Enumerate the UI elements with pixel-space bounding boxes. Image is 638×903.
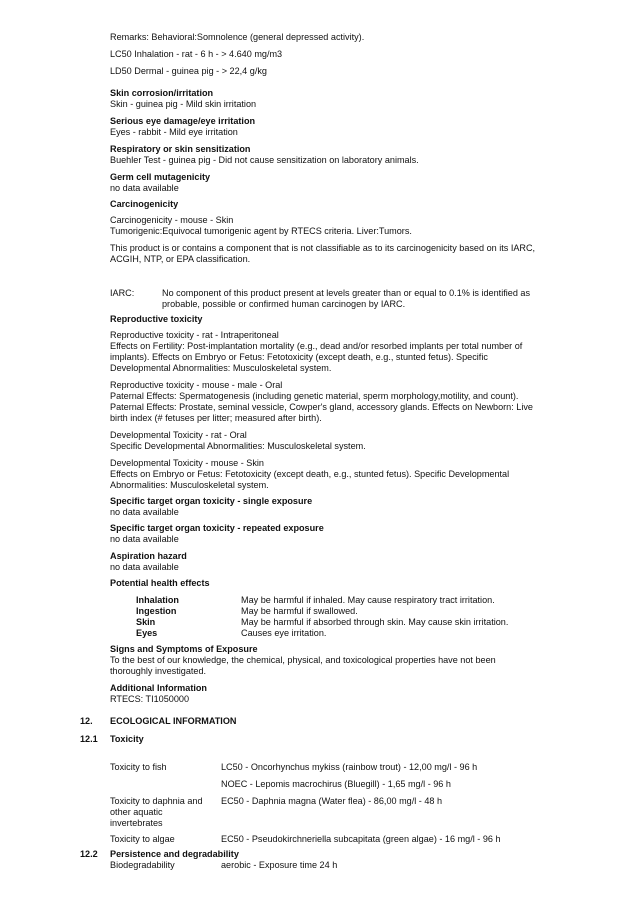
skin-heading: Skin corrosion/irritation: [110, 88, 214, 98]
carc-line2: Tumorigenic:Equivocal tumorigenic agent by RTECS criteria. Liver:Tumors.: [110, 226, 412, 236]
ld50-text: LD50 Dermal - guinea pig - > 22,4 g/kg: [110, 66, 267, 76]
signs-line2: thoroughly investigated.: [110, 666, 207, 676]
repro-b1-line: Reproductive toxicity - rat - Intraperitoneal: [110, 330, 279, 340]
germ-heading: Germ cell mutagenicity: [110, 172, 211, 182]
aspiration-heading: Aspiration hazard: [110, 551, 187, 561]
iarc-label: IARC:: [110, 288, 135, 298]
stot-repeat-heading: Specific target organ toxicity - repeated exposure: [110, 523, 324, 533]
resp-heading: Respiratory or skin sensitization: [110, 144, 251, 154]
repro-b1-line: Effects on Fertility: Post-implantation mortality (e.g., dead and/or resorbed implants per total number of: [110, 341, 523, 351]
skin-text: Skin - guinea pig - Mild skin irritation: [110, 99, 257, 109]
section-12-2-number: 12.2: [80, 849, 98, 859]
fish-label: Toxicity to fish: [110, 762, 167, 772]
stot-single-text: no data available: [110, 507, 179, 517]
section-12-2-title: Persistence and degradability: [110, 849, 239, 859]
repro-b3-line: Specific Developmental Abnormalities: Musculoskeletal system.: [110, 441, 366, 451]
signs-heading: Signs and Symptoms of Exposure: [110, 644, 258, 654]
repro-b1-line: Developmental Abnormalities: Musculoskeletal system.: [110, 363, 332, 373]
repro-b2-line: Paternal Effects: Prostate, seminal vessicle, Cowper's gland, accessory glands. Effects on Newborn: Live: [110, 402, 533, 412]
biodegradability-label: Biodegradability: [110, 860, 175, 870]
carc-line1: Carcinogenicity - mouse - Skin: [110, 215, 234, 225]
eye-heading: Serious eye damage/eye irritation: [110, 116, 256, 126]
additional-heading: Additional Information: [110, 683, 207, 693]
section-12-1-number: 12.1: [80, 734, 98, 744]
health-label-ingestion: Ingestion: [136, 606, 177, 616]
resp-text: Buehler Test - guinea pig - Did not cause sensitization on laboratory animals.: [110, 155, 419, 165]
health-value-skin: May be harmful if absorbed through skin. May cause skin irritation.: [241, 617, 509, 627]
eye-text: Eyes - rabbit - Mild eye irritation: [110, 127, 238, 137]
carc-para-line1: This product is or contains a component that is not classifiable as to its carcinogenicity based on its IARC,: [110, 243, 536, 253]
daphnia-label-line1: Toxicity to daphnia and: [110, 796, 203, 806]
remarks-text: Remarks: Behavioral:Somnolence (general depressed activity).: [110, 32, 365, 42]
biodegradability-value: aerobic - Exposure time 24 h: [221, 860, 338, 870]
repro-b1-line: implants). Effects on Embryo or Fetus: Fetotoxicity (except death, e.g., stunted fetus). Specific: [110, 352, 488, 362]
fish-value-2: NOEC - Lepomis macrochirus (Bluegill) - 1,65 mg/l - 96 h: [221, 779, 451, 789]
lc50-text: LC50 Inhalation - rat - 6 h - > 4.640 mg/m3: [110, 49, 283, 59]
health-heading: Potential health effects: [110, 578, 210, 588]
section-12-1-title: Toxicity: [110, 734, 144, 744]
iarc-line1: No component of this product present at levels greater than or equal to 0.1% is identified as: [162, 288, 531, 298]
repro-b2-line: birth index (# fetuses per litter; measured after birth).: [110, 413, 322, 423]
additional-text: RTECS: TI1050000: [110, 694, 190, 704]
fish-value-1: LC50 - Oncorhynchus mykiss (rainbow trout) - 12,00 mg/l - 96 h: [221, 762, 478, 772]
health-value-inhalation: May be harmful if inhaled. May cause respiratory tract irritation.: [241, 595, 495, 605]
section-12-title: ECOLOGICAL INFORMATION: [110, 716, 237, 726]
stot-single-heading: Specific target organ toxicity - single exposure: [110, 496, 313, 506]
health-value-ingestion: May be harmful if swallowed.: [241, 606, 358, 616]
health-label-skin: Skin: [136, 617, 156, 627]
repro-b4-line: Developmental Toxicity - mouse - Skin: [110, 458, 264, 468]
carc-para-line2: ACGIH, NTP, or EPA classification.: [110, 254, 251, 264]
signs-line1: To the best of our knowledge, the chemical, physical, and toxicological properties have not been: [110, 655, 496, 665]
stot-repeat-text: no data available: [110, 534, 179, 544]
repro-b2-line: Paternal Effects: Spermatogenesis (including genetic material, sperm morphology,motility, and count).: [110, 391, 519, 401]
health-label-eyes: Eyes: [136, 628, 158, 638]
daphnia-label-line2: other aquatic: [110, 807, 163, 817]
daphnia-label-line3: invertebrates: [110, 818, 163, 828]
iarc-line2: probable, possible or confirmed human carcinogen by IARC.: [162, 299, 406, 309]
section-12-number: 12.: [80, 716, 93, 726]
germ-text: no data available: [110, 183, 179, 193]
repro-b2-line: Reproductive toxicity - mouse - male - Oral: [110, 380, 283, 390]
repro-b3-line: Developmental Toxicity - rat - Oral: [110, 430, 247, 440]
repro-b4-line: Effects on Embryo or Fetus: Fetotoxicity (except death, e.g., stunted fetus). Specific Developmental: [110, 469, 510, 479]
carc-heading: Carcinogenicity: [110, 199, 179, 209]
repro-b4-line: Abnormalities: Musculoskeletal system.: [110, 480, 269, 490]
daphnia-value: EC50 - Daphnia magna (Water flea) - 86,00 mg/l - 48 h: [221, 796, 443, 806]
repro-heading: Reproductive toxicity: [110, 314, 203, 324]
health-label-inhalation: Inhalation: [136, 595, 179, 605]
algae-value: EC50 - Pseudokirchneriella subcapitata (green algae) - 16 mg/l - 96 h: [221, 834, 501, 844]
health-value-eyes: Causes eye irritation.: [241, 628, 327, 638]
algae-label: Toxicity to algae: [110, 834, 175, 844]
aspiration-text: no data available: [110, 562, 179, 572]
